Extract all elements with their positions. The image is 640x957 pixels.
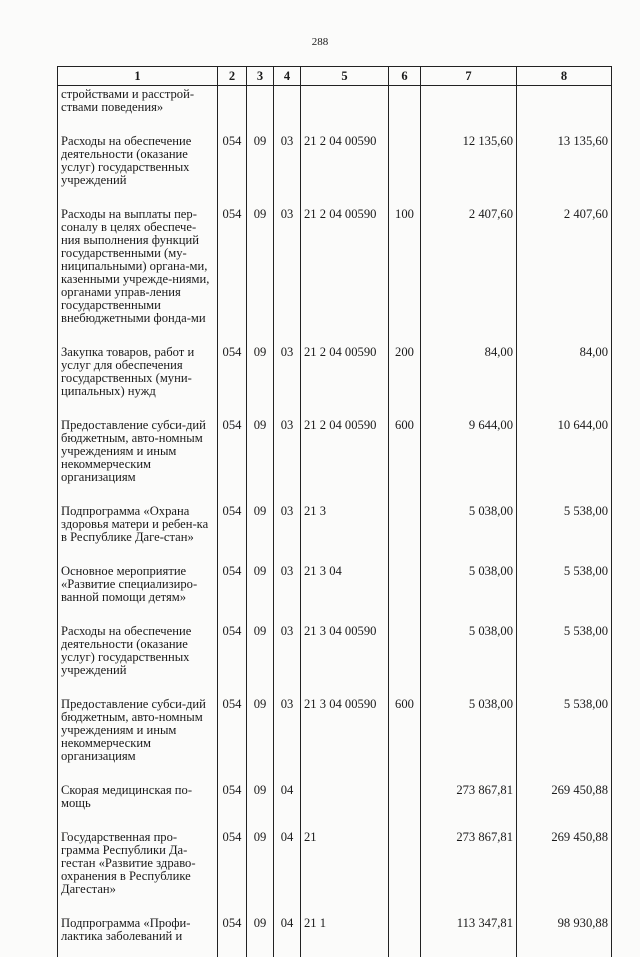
- row-amount-col7: 113 347,81: [421, 910, 517, 957]
- table-row: [58, 777, 612, 824]
- row-name: Расходы на обеспечение деятельности (оказание услуг) государственных учреждений: [58, 128, 218, 201]
- row-amount-col7: 5 038,00: [421, 618, 517, 691]
- table-row: [58, 339, 612, 412]
- row-subsection: 03: [274, 498, 301, 558]
- row-subsection: 04: [274, 824, 301, 910]
- row-amount-col7: 84,00: [421, 339, 517, 412]
- row-target-article: 21 3: [301, 498, 389, 558]
- row-subsection: 04: [274, 777, 301, 824]
- row-name: Подпрограмма «Охрана здоровья матери и ребен-ка в Республике Даге-стан»: [58, 498, 218, 558]
- row-admin-code: 054: [218, 691, 247, 777]
- row-amount-col8: 5 538,00: [517, 498, 612, 558]
- row-target-article: 21 2 04 00590: [301, 201, 389, 339]
- header-col-6: 6: [389, 67, 421, 86]
- row-amount-col7: [421, 86, 517, 129]
- row-section: 09: [247, 128, 274, 201]
- table-row: [58, 498, 612, 558]
- row-name: Закупка товаров, работ и услуг для обеспечения государственных (муни-ципальных) нужд: [58, 339, 218, 412]
- row-expense-type: [389, 910, 421, 957]
- header-col-4: 4: [274, 67, 301, 86]
- row-target-article: 21 3 04: [301, 558, 389, 618]
- row-name: Подпрограмма «Профи-лактика заболеваний и: [58, 910, 218, 957]
- row-expense-type: [389, 558, 421, 618]
- row-amount-col7: 2 407,60: [421, 201, 517, 339]
- row-amount-col8: 10 644,00: [517, 412, 612, 498]
- row-expense-type: 600: [389, 691, 421, 777]
- row-expense-type: 200: [389, 339, 421, 412]
- header-col-3: 3: [247, 67, 274, 86]
- row-admin-code: 054: [218, 824, 247, 910]
- table-row: [58, 201, 612, 339]
- table-row: [58, 412, 612, 498]
- row-expense-type: 600: [389, 412, 421, 498]
- header-col-8: 8: [517, 67, 612, 86]
- table-row: [58, 910, 612, 957]
- row-amount-col8: 269 450,88: [517, 824, 612, 910]
- row-subsection: 03: [274, 201, 301, 339]
- row-target-article: 21 3 04 00590: [301, 618, 389, 691]
- row-target-article: [301, 86, 389, 129]
- row-target-article: 21 1: [301, 910, 389, 957]
- row-section: 09: [247, 824, 274, 910]
- row-subsection: 04: [274, 910, 301, 957]
- row-admin-code: [218, 86, 247, 129]
- row-amount-col8: 5 538,00: [517, 691, 612, 777]
- table-row: [58, 691, 612, 777]
- row-expense-type: 100: [389, 201, 421, 339]
- table-row: [58, 558, 612, 618]
- row-amount-col7: 5 038,00: [421, 498, 517, 558]
- row-expense-type: [389, 86, 421, 129]
- row-name: Предоставление субси-дий бюджетным, авто-номным учреждениям и иным некоммерческим организациям: [58, 691, 218, 777]
- header-col-5: 5: [301, 67, 389, 86]
- row-admin-code: 054: [218, 777, 247, 824]
- row-section: 09: [247, 691, 274, 777]
- row-subsection: 03: [274, 412, 301, 498]
- row-amount-col8: 98 930,88: [517, 910, 612, 957]
- row-admin-code: 054: [218, 558, 247, 618]
- row-admin-code: 054: [218, 618, 247, 691]
- row-subsection: 03: [274, 128, 301, 201]
- row-target-article: 21 2 04 00590: [301, 339, 389, 412]
- row-name: Расходы на обеспечение деятельности (оказание услуг) государственных учреждений: [58, 618, 218, 691]
- row-amount-col7: 273 867,81: [421, 777, 517, 824]
- row-section: 09: [247, 558, 274, 618]
- row-admin-code: 054: [218, 498, 247, 558]
- row-amount-col8: 13 135,60: [517, 128, 612, 201]
- row-section: [247, 86, 274, 129]
- header-row: [58, 67, 612, 86]
- row-amount-col8: 2 407,60: [517, 201, 612, 339]
- row-amount-col8: 269 450,88: [517, 777, 612, 824]
- table-row: [58, 86, 612, 129]
- row-expense-type: [389, 777, 421, 824]
- row-subsection: 03: [274, 339, 301, 412]
- page-number: 288: [311, 36, 329, 48]
- row-target-article: [301, 777, 389, 824]
- row-target-article: 21 3 04 00590: [301, 691, 389, 777]
- row-target-article: 21 2 04 00590: [301, 412, 389, 498]
- row-name: Скорая медицинская по-мощь: [58, 777, 218, 824]
- row-section: 09: [247, 910, 274, 957]
- row-amount-col7: 5 038,00: [421, 558, 517, 618]
- row-amount-col7: 5 038,00: [421, 691, 517, 777]
- row-target-article: 21 2 04 00590: [301, 128, 389, 201]
- row-expense-type: [389, 824, 421, 910]
- row-admin-code: 054: [218, 201, 247, 339]
- table-row: [58, 824, 612, 910]
- row-expense-type: [389, 128, 421, 201]
- row-name: Расходы на выплаты пер-соналу в целях обеспече-ния выполнения функций государственными (му-ниципальными) органа-ми, казенными учрежде-ниями, органами управ-ления государственными внебюджетными фонда-ми: [58, 201, 218, 339]
- row-name: Предоставление субси-дий бюджетным, авто-номным учреждениям и иным некоммерческим организациям: [58, 412, 218, 498]
- row-name: Государственная про-грамма Республики Да-гестан «Развитие здраво-охранения в Республике Дагестан»: [58, 824, 218, 910]
- row-amount-col8: 5 538,00: [517, 558, 612, 618]
- row-target-article: 21: [301, 824, 389, 910]
- row-section: 09: [247, 618, 274, 691]
- row-name: стройствами и расстрой-ствами поведения»: [58, 86, 218, 129]
- header-col-1: 1: [58, 67, 218, 86]
- row-amount-col8: [517, 86, 612, 129]
- row-amount-col7: 12 135,60: [421, 128, 517, 201]
- budget-table: [57, 66, 612, 957]
- row-amount-col8: 84,00: [517, 339, 612, 412]
- table-row: [58, 618, 612, 691]
- row-section: 09: [247, 498, 274, 558]
- row-amount-col8: 5 538,00: [517, 618, 612, 691]
- row-admin-code: 054: [218, 412, 247, 498]
- row-subsection: [274, 86, 301, 129]
- row-section: 09: [247, 201, 274, 339]
- row-subsection: 03: [274, 691, 301, 777]
- row-subsection: 03: [274, 618, 301, 691]
- row-expense-type: [389, 498, 421, 558]
- row-admin-code: 054: [218, 339, 247, 412]
- row-admin-code: 054: [218, 128, 247, 201]
- row-amount-col7: 273 867,81: [421, 824, 517, 910]
- header-col-2: 2: [218, 67, 247, 86]
- row-admin-code: 054: [218, 910, 247, 957]
- header-col-7: 7: [421, 67, 517, 86]
- row-expense-type: [389, 618, 421, 691]
- row-subsection: 03: [274, 558, 301, 618]
- row-name: Основное мероприятие «Развитие специализиро-ванной помощи детям»: [58, 558, 218, 618]
- row-section: 09: [247, 412, 274, 498]
- row-section: 09: [247, 777, 274, 824]
- row-amount-col7: 9 644,00: [421, 412, 517, 498]
- row-section: 09: [247, 339, 274, 412]
- table-row: [58, 128, 612, 201]
